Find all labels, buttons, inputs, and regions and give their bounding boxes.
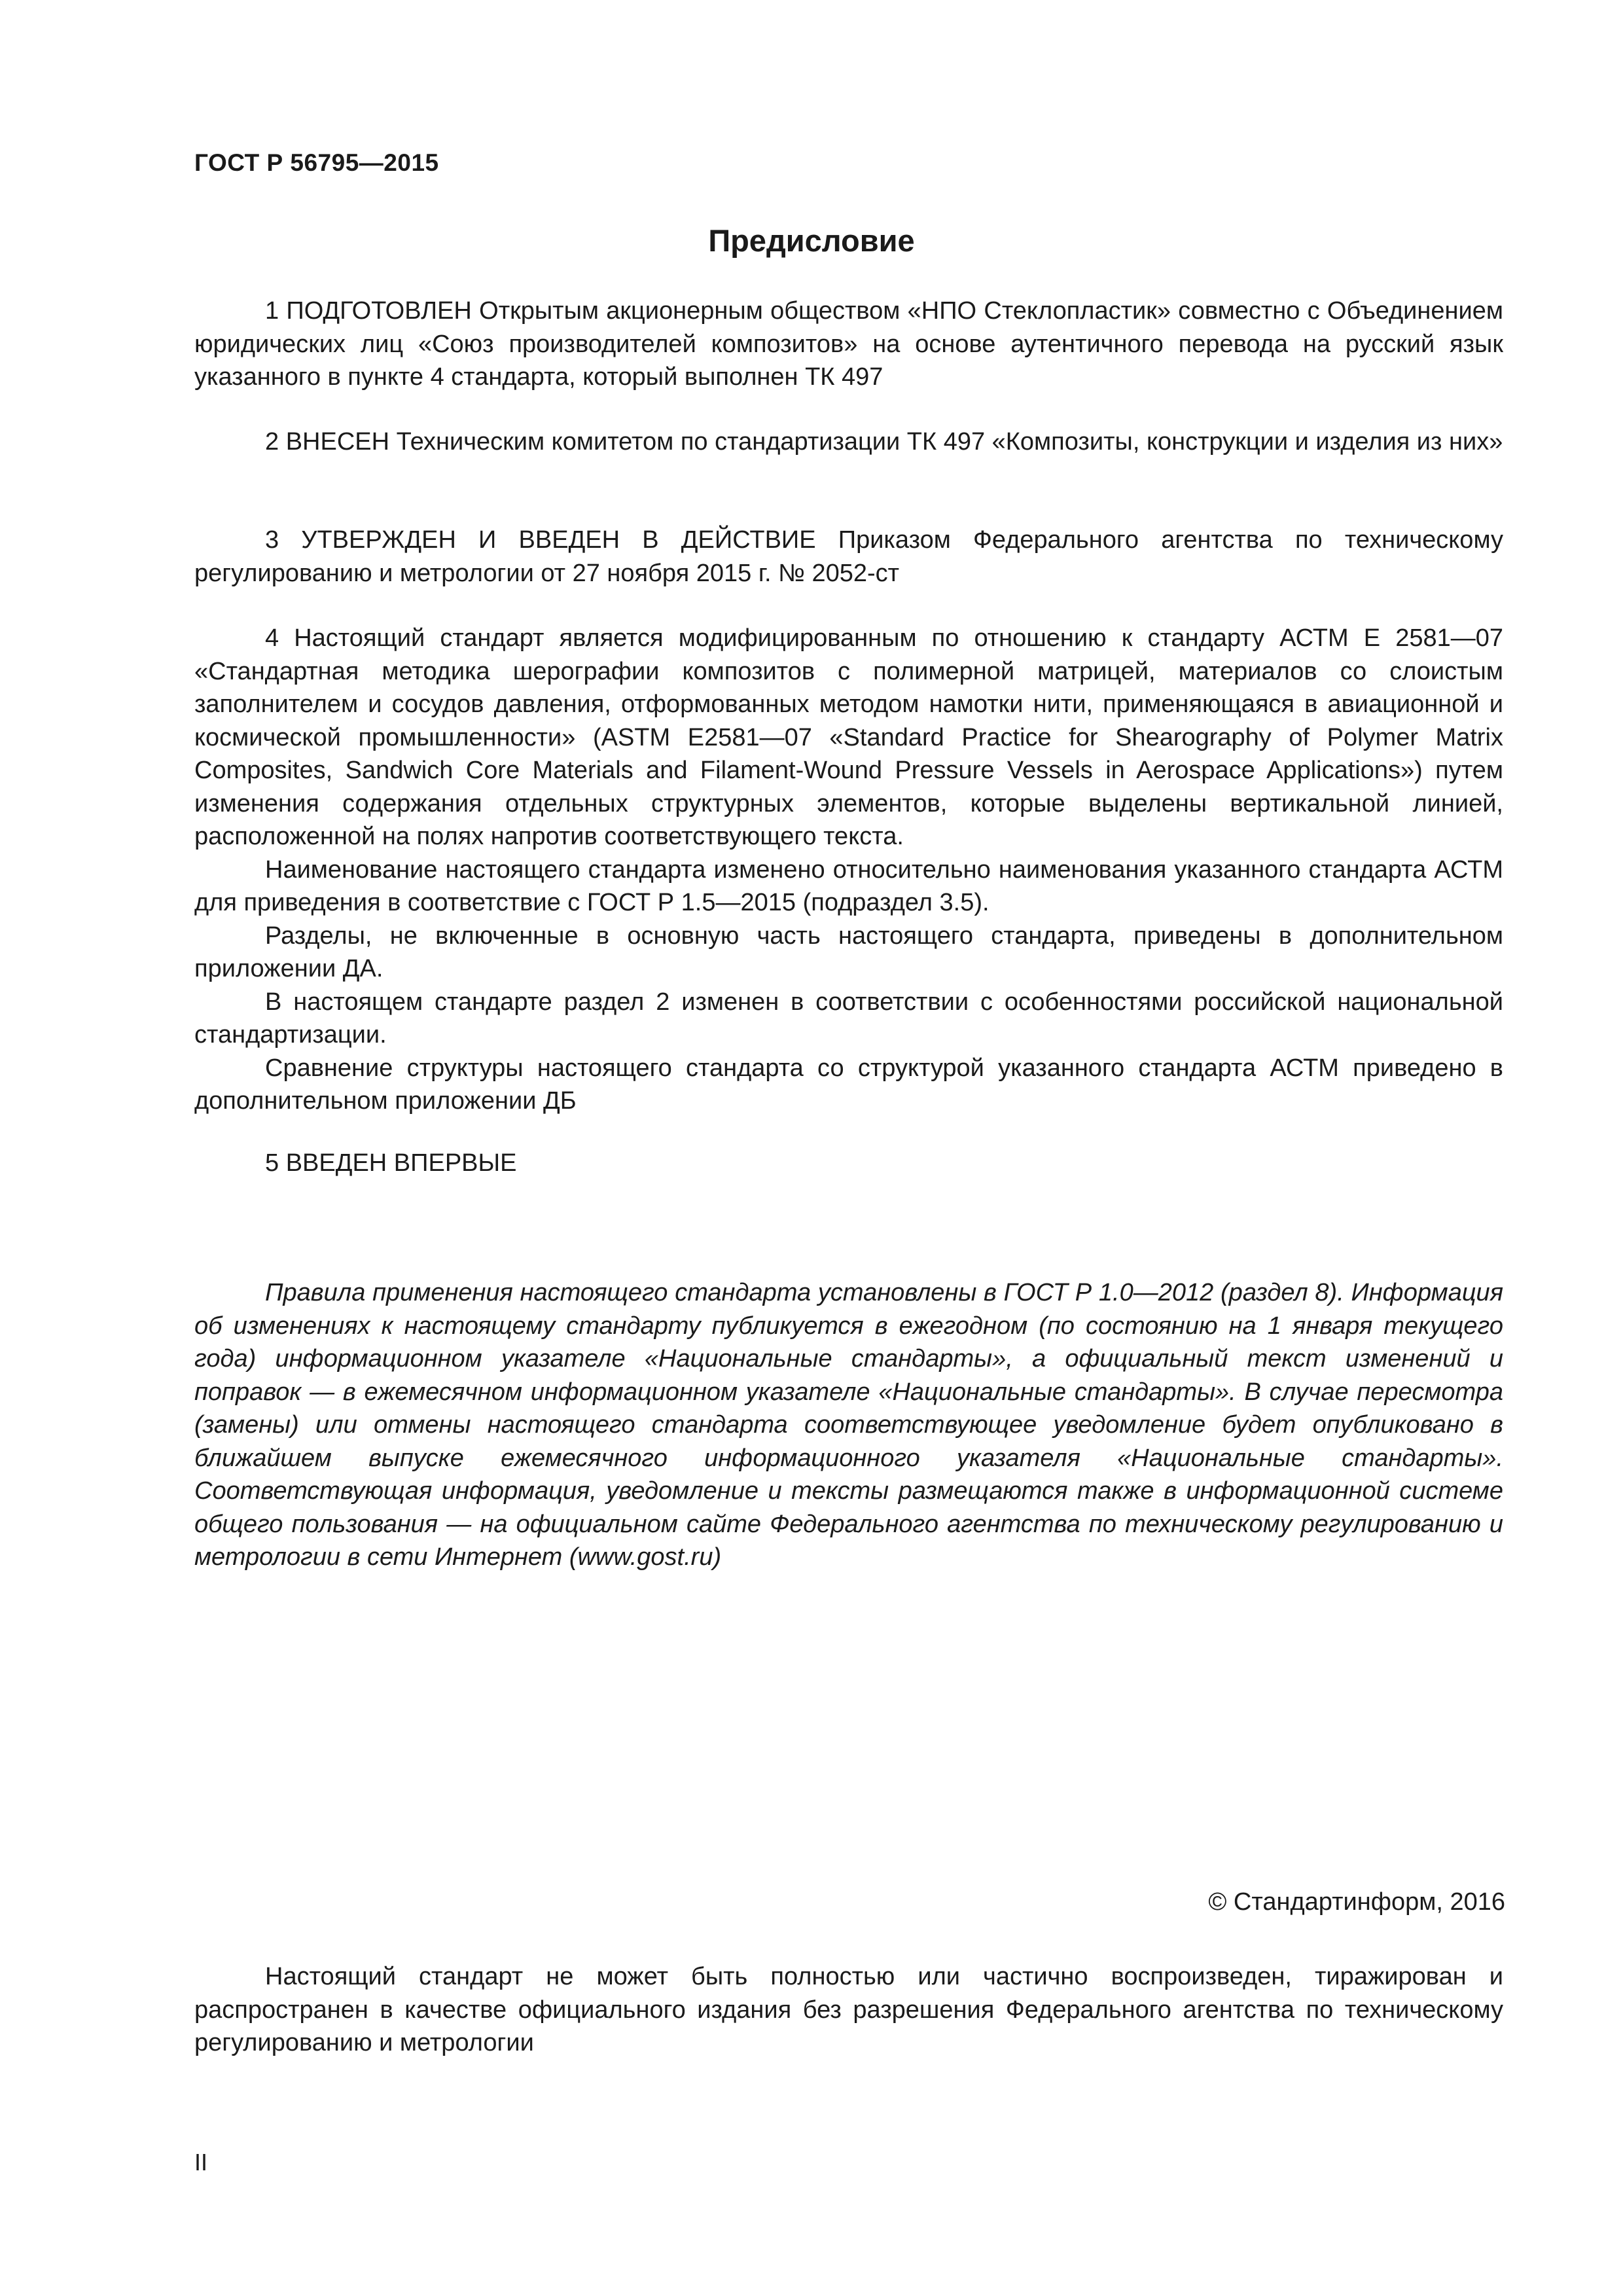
section-4-paragraph-3: Разделы, не включенные в основную часть настоящего стандарта, приведены в дополнительном приложении ДА. <box>194 922 1503 982</box>
section-4-paragraph-4: В настоящем стандарте раздел 2 изменен в соответствии с особенностями российской национальной стандартизации. <box>194 988 1503 1049</box>
section-1-paragraph: 1 ПОДГОТОВЛЕН Открытым акционерным обществом «НПО Стеклопластик» совместно с Объединением юридических лиц «Союз производителей композитов» на основе аутентичного перевода на русский язык указанного в пункте 4 стандарта, который выполнен ТК 497 <box>194 297 1503 391</box>
section-2 <box>194 425 1503 459</box>
section-1 <box>194 295 1503 394</box>
page-header: ГОСТ Р 56795—2015 <box>194 149 439 176</box>
page-number: II <box>194 2149 208 2176</box>
section-5 <box>194 1147 1503 1180</box>
rules-notice-text: Правила применения настоящего стандарта установлены в ГОСТ Р 1.0—2012 (раздел 8). Информация об изменениях к настоящему стандарту публикуется в ежегодном (по состоянию на 1 января текущего года) информационном указателе «Национальные стандарты», а официальный текст изменений и поправок — в ежемесячном информационном указателе «Национальные стандарты». В случае пересмотра (замены) или отмены настоящего стандарта соответствующее уведомление будет опубликовано в ближайшем выпуске ежемесячного информационного указателя «Национальные стандарты». Соответствующая информация, уведомление и тексты размещаются также в информационной системе общего пользования — на официальном сайте Федерального агентства по техническому регулированию и метрологии в сети Интернет (www.gost.ru) <box>194 1279 1503 1571</box>
copyright: © Стандартинформ, 2016 <box>1208 1888 1505 1916</box>
page-title: Предисловие <box>708 223 915 258</box>
section-4-paragraph-2: Наименование настоящего стандарта изменено относительно наименования указанного стандарта АСТМ для приведения в соответствие с ГОСТ Р 1.5—2015 (подраздел 3.5). <box>194 855 1503 916</box>
section-4-paragraph-1: 4 Настоящий стандарт является модифицированным по отношению к стандарту АСТМ Е 2581—07 «Стандартная методика шерографии композитов с полимерной матрицей, материалов со слоистым заполнителем и сосудов давления, отформованных методом намотки нити, применяющаяся в авиационной и космической промышленности» (ASTM E2581—07 «Standard Practice for Shearography of Polymer Matrix Composites, Sandwich Core Materials and Filament-Wound Pressure Vessels in Aerospace Applications») путем изменения содержания отдельных структурных элементов, которые выделены вертикальной линией, расположенной на полях напротив соответствующего текста. <box>194 624 1503 850</box>
reproduction-notice <box>194 1960 1503 2060</box>
section-2-paragraph: 2 ВНЕСЕН Техническим комитетом по стандартизации ТК 497 «Композиты, конструкции и изделия из них» <box>265 428 1503 456</box>
section-4 <box>194 622 1503 1118</box>
section-3 <box>194 524 1503 590</box>
section-3-paragraph: 3 УТВЕРЖДЕН И ВВЕДЕН В ДЕЙСТВИЕ Приказом Федерального агентства по техническому регулированию и метрологии от 27 ноября 2015 г. № 2052-ст <box>194 526 1503 587</box>
section-5-paragraph: 5 ВВЕДЕН ВПЕРВЫЕ <box>265 1149 517 1177</box>
rules-notice <box>194 1276 1503 1574</box>
reproduction-notice-text: Настоящий стандарт не может быть полностью или частично воспроизведен, тиражирован и распространен в качестве официального издания без разрешения Федерального агентства по техническому регулированию и метрологии <box>194 1963 1503 2056</box>
section-4-paragraph-5: Сравнение структуры настоящего стандарта со структурой указанного стандарта АСТМ приведено в дополнительном приложении ДБ <box>194 1054 1503 1115</box>
